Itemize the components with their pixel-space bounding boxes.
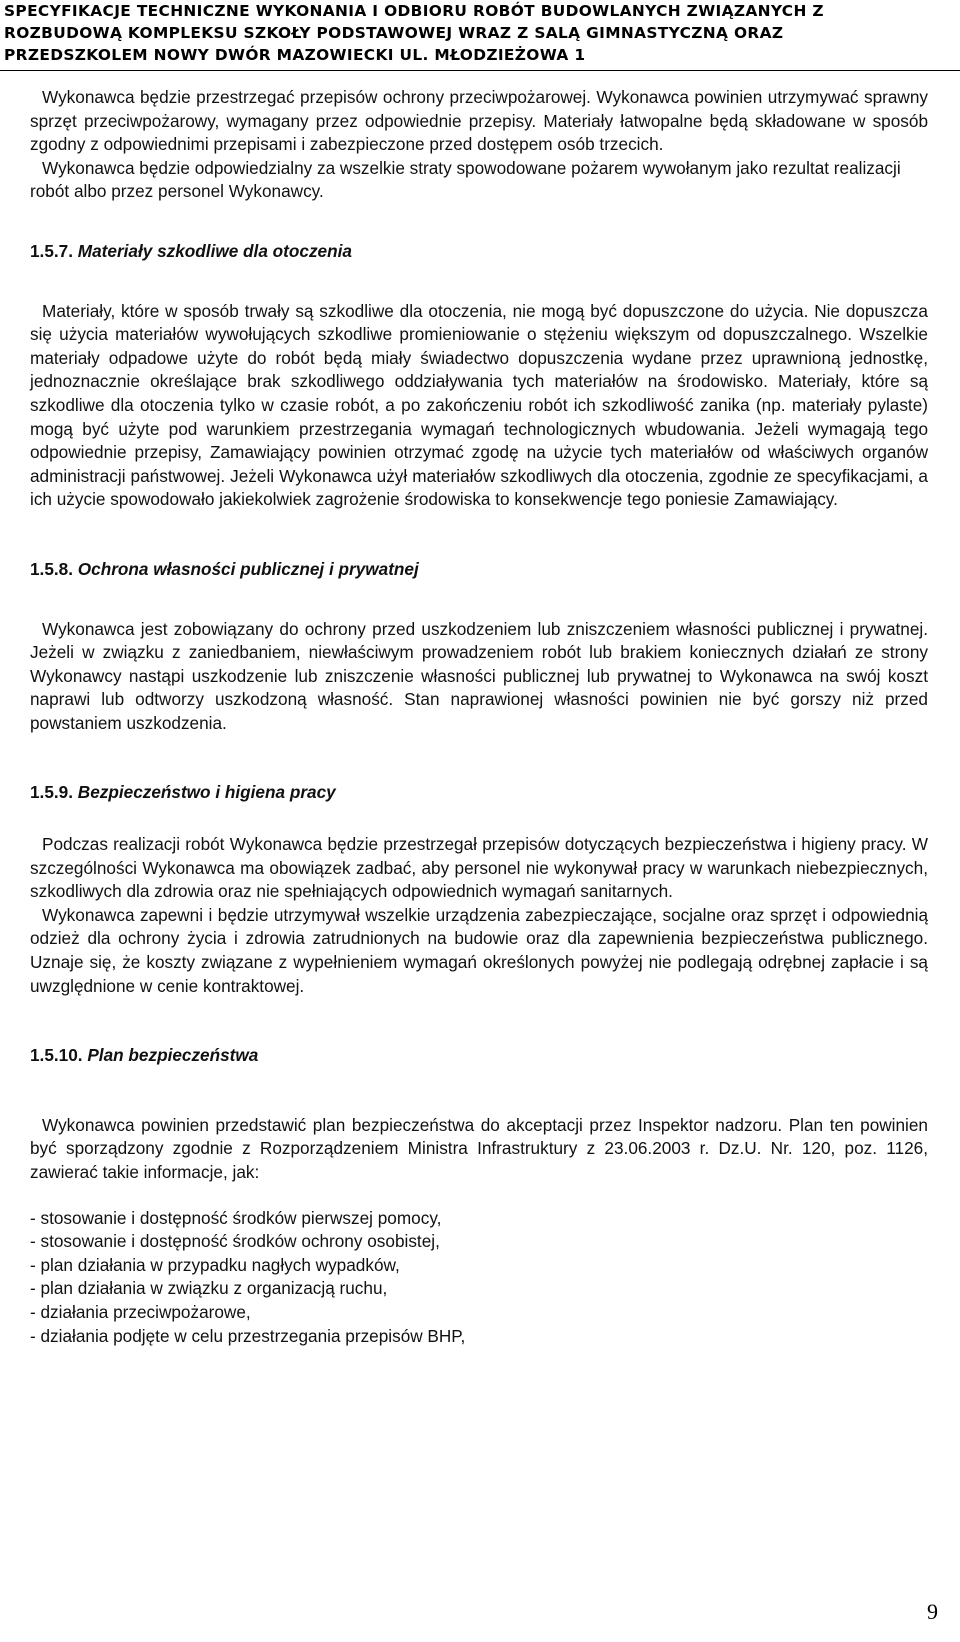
section-title-text: Bezpieczeństwo i higiena pracy <box>77 782 336 803</box>
section-heading-1-5-10 <box>30 1044 928 1068</box>
list-item: - działania przeciwpożarowe, <box>30 1301 251 1322</box>
intro-paragraph-2: Wykonawca będzie odpowiedzialny za wszelkie straty spowodowane pożarem wywołanym jako rezultat realizacji robót albo przez personel Wykonawcy. <box>30 157 901 202</box>
spacer <box>30 582 928 618</box>
spacer <box>30 264 928 300</box>
section-number: 1.5.7. <box>30 240 74 261</box>
section-number: 1.5.10. <box>30 1045 83 1066</box>
header-line-3: PRZEDSZKOLEM NOWY DWÓR MAZOWIECKI UL. MŁODZIEŻOWA 1 <box>4 46 586 64</box>
header-divider <box>0 70 960 71</box>
section-1-5-9-paragraph-1: Podczas realizacji robót Wykonawca będzie przestrzegał przepisów dotyczących bezpieczeństwa i higieny pracy. W szczególności Wykonawca ma obowiązek zadbać, aby personel nie wykonywał pracy w warunkach niebezpiecznych, szkodliwych dla zdrowia oraz nie spełniających odpowiednich wymagań sanitarnych. <box>30 834 928 902</box>
spacer <box>30 735 928 781</box>
page-number: 9 <box>927 1599 938 1624</box>
intro-paragraph-1: Wykonawca będzie przestrzegać przepisów ochrony przeciwpożarowej. Wykonawca powinien utrzymywać sprawny sprzęt przeciwpożarowy, wymagany przez odpowiednie przepisy. Materiały łatwopalne będą składowane w sposób zgodny z odpowiednimi przepisami i zabezpieczone przed dostępem osób trzecich. <box>30 87 928 155</box>
section-heading-1-5-8 <box>30 558 928 582</box>
section-title-text: Materiały szkodliwe dla otoczenia <box>77 240 352 261</box>
spacer <box>30 1068 928 1114</box>
list-item: - działania podjęte w celu przestrzegania przepisów BHP, <box>30 1325 466 1346</box>
list-item: - plan działania w związku z organizacją ruchu, <box>30 1278 388 1299</box>
section-number: 1.5.9. <box>30 782 74 803</box>
section-1-5-7-paragraph: Materiały, które w sposób trwały są szkodliwe dla otoczenia, nie mogą być dopuszczone do użycia. Nie dopuszcza się użycia materiałów wywołujących szkodliwe promieniowanie o stężeniu większym od dopuszczalnego. Wszelkie materiały odpadowe użyte do robót będą miały świadectwo dopuszczenia wydane przez uprawnioną jednostkę, jednoznacznie określające brak szkodliwego oddziaływania tych materiałów na środowisko. Materiały, które są szkodliwe dla otoczenia tylko w czasie robót, a po zakończeniu robót ich szkodliwość zanika (np. materiały pylaste) mogą być użyte pod warunkiem przestrzegania wymagań technologicznych wbudowania. Jeżeli wymagają tego odpowiednie przepisy, Zamawiający powinien otrzymać zgodę na użycie tych materiałów od właściwych organów administracji państwowej. Jeżeli Wykonawca użył materiałów szkodliwych dla otoczenia, zgodnie ze specyfikacjami, a ich użycie spowodowało jakiekolwiek zagrożenie środowiska to konsekwencje tego poniesie Zamawiający. <box>30 300 928 510</box>
list-item: - plan działania w przypadku nagłych wypadków, <box>30 1254 400 1275</box>
spacer <box>30 805 928 833</box>
section-heading-1-5-7 <box>30 240 928 264</box>
section-1-5-8-paragraph: Wykonawca jest zobowiązany do ochrony przed uszkodzeniem lub zniszczeniem własności publicznej i prywatnej. Jeżeli w związku z zaniedbaniem, niewłaściwym prowadzeniem robót lub brakiem koniecznych działań ze strony Wykonawcy nastąpi uszkodzenie lub zniszczenie własności publicznej lub prywatnej to Wykonawca na swój koszt naprawi lub odtworzy uszkodzoną własność. Stan naprawionej własności powinien nie być gorszy niż przed powstaniem uszkodzenia. <box>30 618 928 733</box>
section-title-text: Ochrona własności publicznej i prywatnej <box>77 558 419 579</box>
section-number: 1.5.8. <box>30 558 74 579</box>
list-item: - stosowanie i dostępność środków ochrony osobistej, <box>30 1231 440 1252</box>
spacer <box>30 998 928 1044</box>
header-line-1: SPECYFIKACJE TECHNICZNE WYKONANIA I ODBIORU ROBÓT BUDOWLANYCH ZWIĄZANYCH Z <box>4 2 824 20</box>
document-body <box>30 86 928 1348</box>
spacer <box>30 1185 928 1207</box>
section-1-5-10-paragraph: Wykonawca powinien przedstawić plan bezpieczeństwa do akceptacji przez Inspektor nadzoru. Plan ten powinien być sporządzony zgodnie z Rozporządzeniem Ministra Infrastruktury z 23.06.2003 r. Dz.U. Nr. 120, poz. 1126, zawierać takie informacje, jak: <box>30 1114 928 1182</box>
spacer <box>30 204 928 240</box>
document-header <box>0 0 960 72</box>
list-item: - stosowanie i dostępność środków pierwszej pomocy, <box>30 1207 442 1228</box>
section-heading-1-5-9 <box>30 781 928 805</box>
section-title-text: Plan bezpieczeństwa <box>87 1045 259 1066</box>
spacer <box>30 512 928 558</box>
safety-plan-list <box>30 1207 928 1349</box>
section-1-5-9-paragraph-2: Wykonawca zapewni i będzie utrzymywał wszelkie urządzenia zabezpieczające, socjalne oraz sprzęt i odpowiednią odzież dla ochrony życia i zdrowia zatrudnionych na budowie oraz dla zapewnienia bezpieczeństwa publicznego. Uznaje się, że koszty związane z wypełnieniem wymagań określonych powyżej nie podlegają odrębnej zapłacie i są uwzględnione w cenie kontraktowej. <box>30 904 928 996</box>
header-line-2: ROZBUDOWĄ KOMPLEKSU SZKOŁY PODSTAWOWEJ WRAZ Z SALĄ GIMNASTYCZNĄ ORAZ <box>4 24 784 42</box>
